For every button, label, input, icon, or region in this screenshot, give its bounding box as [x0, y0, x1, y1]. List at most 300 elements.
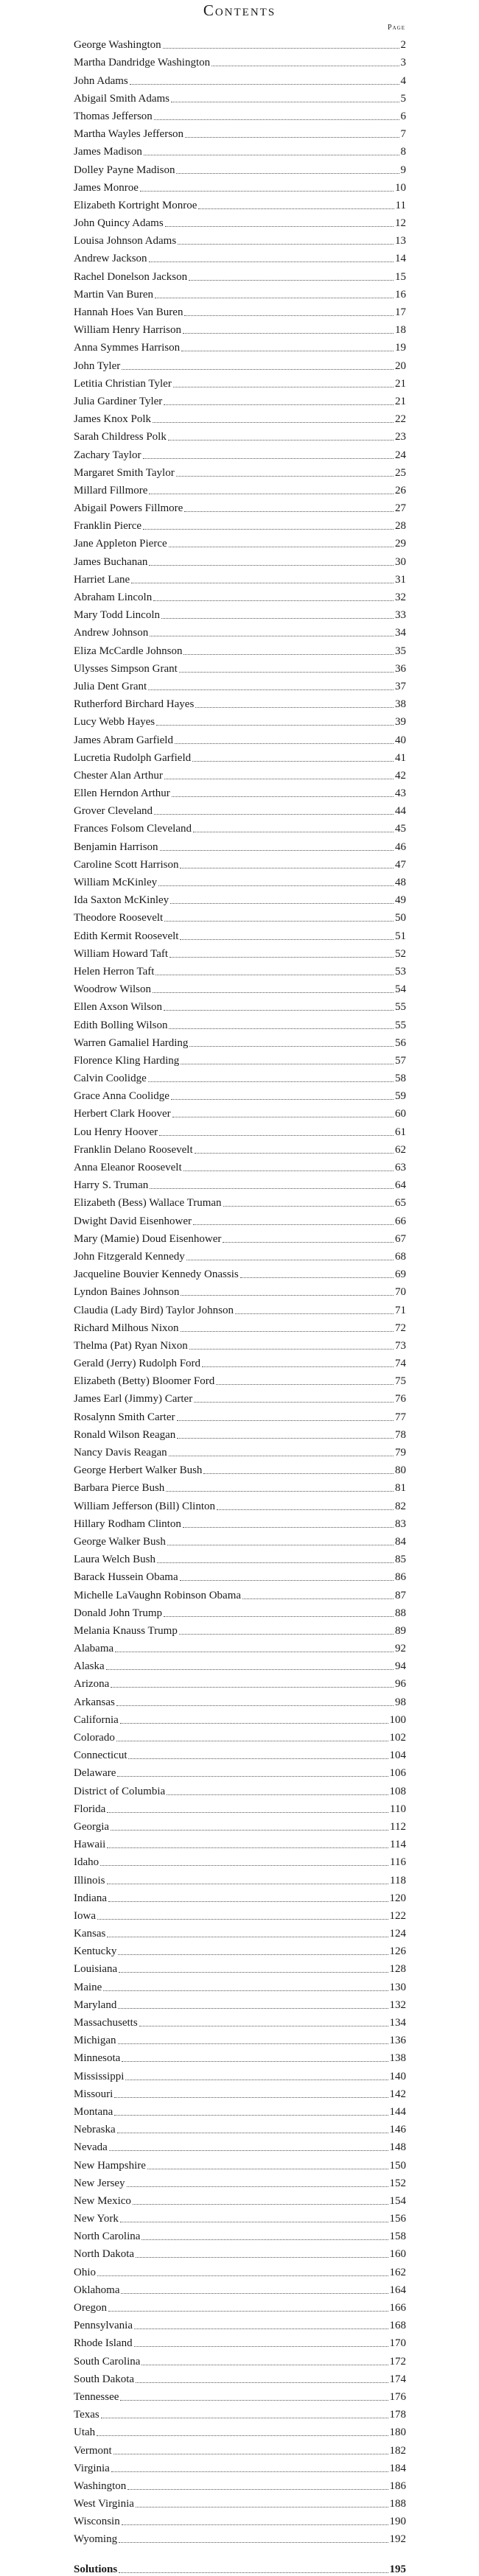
contents-entry[interactable] [74, 854, 406, 871]
entry-name: Dolley Payne Madison [74, 164, 175, 176]
contents-entry[interactable] [74, 1548, 406, 1566]
entry-page-number: 77 [395, 1411, 406, 1423]
dot-leader [153, 992, 394, 993]
dot-leader [133, 2204, 388, 2205]
contents-entry[interactable] [74, 639, 406, 657]
contents-entry[interactable] [74, 1120, 406, 1138]
contents-entry[interactable] [74, 1709, 406, 1727]
contents-entry[interactable] [74, 105, 406, 123]
dot-leader [111, 1687, 394, 1688]
entry-name: Lyndon Baines Johnson [74, 1286, 180, 1299]
entry-name: Ellen Herndon Arthur [74, 787, 170, 800]
entry-name: Rutherford Birchard Hayes [74, 698, 195, 711]
contents-entry[interactable] [74, 2012, 406, 2029]
contents-entry[interactable] [74, 52, 406, 69]
entry-name: North Dakota [74, 2248, 135, 2261]
dot-leader [148, 1081, 394, 1082]
contents-entry[interactable] [74, 1210, 406, 1227]
contents-entry[interactable] [74, 2154, 406, 2172]
entry-page-number: 37 [395, 680, 406, 692]
entry-page-number: 158 [389, 2231, 406, 2243]
dot-leader [165, 226, 394, 227]
entry-name: Solutions [74, 2563, 118, 2575]
entry-page-number: 142 [389, 2088, 406, 2100]
contents-entry[interactable] [74, 978, 406, 996]
contents-entry[interactable] [74, 1317, 406, 1335]
contents-entry[interactable] [74, 1032, 406, 1050]
contents-entry[interactable] [74, 2332, 406, 2350]
contents-entry[interactable] [74, 1477, 406, 1495]
entry-name: Louisa Johnson Adams [74, 235, 177, 248]
dot-leader [127, 2186, 388, 2187]
contents-entry[interactable] [74, 1513, 406, 1531]
entry-page-number: 49 [395, 894, 406, 907]
entry-name: Virginia [74, 2462, 110, 2474]
entry-page-number: 71 [395, 1304, 406, 1316]
entry-name: Minnesota [74, 2052, 121, 2065]
contents-entry[interactable] [74, 1174, 406, 1192]
contents-entry[interactable] [74, 1566, 406, 1584]
contents-entry[interactable] [74, 550, 406, 568]
contents-entry[interactable] [74, 1192, 406, 1210]
contents-entry[interactable] [74, 2314, 406, 2332]
contents-entry[interactable] [74, 2225, 406, 2243]
contents-entry[interactable] [74, 284, 406, 301]
contents-entry[interactable] [74, 1940, 406, 1958]
entry-page-number: 80 [395, 1464, 406, 1477]
contents-entry[interactable] [74, 2350, 406, 2368]
dot-leader [192, 761, 394, 762]
entry-page-number: 20 [395, 359, 406, 372]
contents-entry[interactable] [74, 1798, 406, 1816]
contents-entry[interactable] [74, 2190, 406, 2208]
entry-name: Claudia (Lady Bird) Taylor Johnson [74, 1304, 234, 1316]
contents-entry[interactable] [74, 426, 406, 443]
contents-entry[interactable] [74, 1833, 406, 1851]
contents-entry[interactable] [74, 818, 406, 835]
entry-name: James Madison [74, 146, 142, 158]
dot-leader [107, 1847, 388, 1848]
dot-leader [103, 1990, 388, 1991]
contents-entry[interactable] [74, 1905, 406, 1923]
entry-name: John Quincy Adams [74, 217, 164, 230]
contents-entry[interactable] [74, 390, 406, 408]
contents-entry[interactable] [74, 1424, 406, 1442]
entry-page-number: 160 [389, 2248, 406, 2261]
contents-entry[interactable] [74, 1851, 406, 1869]
contents-entry[interactable] [74, 835, 406, 853]
entry-page-number: 32 [395, 592, 406, 603]
entry-name: New Hampshire [74, 2159, 146, 2172]
contents-entry[interactable] [74, 34, 406, 52]
dot-leader [195, 707, 394, 708]
entry-name: Oregon [74, 2302, 107, 2314]
entry-name: Jacqueline Bouvier Kennedy Onassis [74, 1268, 239, 1281]
dot-leader [176, 476, 394, 477]
entry-name: Ellen Axson Wilson [74, 1001, 162, 1014]
contents-entry[interactable] [74, 1923, 406, 1940]
dot-leader [100, 1865, 388, 1866]
contents-entry[interactable] [74, 1762, 406, 1780]
entry-page-number: 33 [395, 609, 406, 622]
dot-leader [172, 796, 394, 797]
contents-entry[interactable] [74, 2279, 406, 2297]
entry-name: Helen Herron Taft [74, 965, 155, 978]
entry-page-number: 61 [395, 1126, 406, 1138]
contents-entry[interactable] [74, 2208, 406, 2225]
contents-entry[interactable] [74, 2404, 406, 2421]
contents-entry[interactable] [74, 622, 406, 639]
contents-entry[interactable] [74, 1335, 406, 1352]
entry-page-number: 55 [395, 1019, 406, 1031]
dot-leader [180, 939, 394, 940]
contents-entry[interactable] [74, 1495, 406, 1512]
contents-entry[interactable] [74, 2528, 406, 2546]
contents-entry[interactable] [74, 408, 406, 426]
entry-page-number: 156 [389, 2213, 406, 2225]
entry-name: Melania Knauss Trump [74, 1624, 178, 1637]
contents-entry[interactable] [74, 1246, 406, 1263]
entry-page-number: 114 [390, 1839, 406, 1851]
contents-entry[interactable] [74, 800, 406, 818]
entry-page-number: 31 [395, 573, 406, 586]
entry-name: Andrew Johnson [74, 627, 149, 639]
entry-page-number: 82 [395, 1500, 406, 1512]
dot-leader [143, 458, 394, 459]
entry-name: Dwight David Eisenhower [74, 1215, 192, 1227]
contents-entry[interactable] [74, 1281, 406, 1299]
contents-entry[interactable] [74, 658, 406, 675]
entry-page-number: 26 [395, 484, 406, 496]
dot-leader [183, 654, 394, 655]
contents-entry[interactable] [74, 212, 406, 230]
contents-entry[interactable] [74, 907, 406, 924]
contents-entry[interactable] [74, 2493, 406, 2510]
contents-entry[interactable] [74, 1103, 406, 1120]
entry-page-number: 112 [390, 1820, 406, 1833]
solutions-entry[interactable] [74, 2558, 406, 2575]
contents-entry[interactable] [74, 2510, 406, 2528]
entry-name: Sarah Childress Polk [74, 431, 167, 443]
entry-name: Margaret Smith Taylor [74, 466, 175, 479]
contents-entry[interactable] [74, 1584, 406, 1601]
contents-entry[interactable] [74, 1638, 406, 1655]
entry-page-number: 188 [389, 2498, 406, 2510]
contents-entry[interactable] [74, 675, 406, 693]
entry-name: Massachusetts [74, 2017, 138, 2029]
dot-leader [118, 2008, 388, 2009]
contents-entry[interactable] [74, 693, 406, 711]
contents-entry[interactable] [74, 1673, 406, 1691]
entry-name: Harry S. Truman [74, 1179, 149, 1192]
contents-entry[interactable] [74, 1157, 406, 1174]
contents-entry[interactable] [74, 2297, 406, 2314]
entry-name: John Adams [74, 74, 128, 87]
dot-leader [240, 1277, 394, 1278]
entry-page-number: 28 [395, 520, 406, 533]
dot-leader [114, 2097, 388, 2098]
entry-name: Michelle LaVaughn Robinson Obama [74, 1589, 242, 1601]
contents-entry[interactable] [74, 1620, 406, 1638]
dot-leader [156, 725, 394, 726]
entry-page-number: 174 [389, 2373, 406, 2385]
entry-page-number: 88 [395, 1607, 406, 1619]
contents-entry[interactable] [74, 1085, 406, 1103]
entry-page-number: 102 [389, 1732, 406, 1744]
contents-entry[interactable] [74, 1139, 406, 1157]
entry-page-number: 59 [395, 1090, 406, 1103]
dot-leader [136, 2382, 388, 2383]
contents-entry[interactable] [74, 123, 406, 141]
contents-entry[interactable] [74, 1887, 406, 1905]
contents-entry[interactable] [74, 782, 406, 800]
entry-name: Florida [74, 1803, 106, 1815]
contents-entry[interactable] [74, 2047, 406, 2065]
contents-entry[interactable] [74, 354, 406, 372]
contents-entry[interactable] [74, 2475, 406, 2493]
entry-page-number: 126 [389, 1945, 406, 1958]
dot-leader [198, 208, 394, 209]
dot-leader [193, 1224, 394, 1225]
dot-leader [122, 2524, 388, 2525]
contents-entry[interactable] [74, 2421, 406, 2439]
contents-entry[interactable] [74, 2457, 406, 2475]
contents-entry[interactable] [74, 319, 406, 337]
contents-entry[interactable] [74, 1994, 406, 2012]
dot-leader [164, 404, 394, 405]
entry-page-number: 168 [389, 2320, 406, 2332]
contents-entry[interactable] [74, 2368, 406, 2386]
dot-leader [164, 1010, 394, 1011]
contents-entry[interactable] [74, 1405, 406, 1423]
contents-entry[interactable] [74, 943, 406, 961]
contents-entry[interactable] [74, 443, 406, 461]
entry-page-number: 18 [395, 324, 406, 337]
contents-entry[interactable] [74, 1263, 406, 1281]
contents-entry[interactable] [74, 765, 406, 782]
contents-entry[interactable] [74, 497, 406, 515]
contents-entry[interactable] [74, 177, 406, 194]
contents-entry[interactable] [74, 1442, 406, 1459]
contents-entry[interactable] [74, 1780, 406, 1797]
entry-name: Wyoming [74, 2533, 118, 2546]
entry-page-number: 42 [395, 769, 406, 782]
dot-leader [185, 137, 399, 138]
contents-entry[interactable] [74, 1869, 406, 1887]
entry-name: Colorado [74, 1732, 115, 1744]
contents-entry[interactable] [74, 2029, 406, 2047]
dot-leader [97, 1919, 388, 1920]
entry-name: South Dakota [74, 2373, 135, 2385]
entry-name: Wisconsin [74, 2516, 120, 2528]
contents-entry[interactable] [74, 194, 406, 212]
dot-leader [175, 743, 394, 744]
contents-entry[interactable] [74, 1370, 406, 1388]
contents-entry[interactable] [74, 586, 406, 604]
contents-entry[interactable] [74, 729, 406, 746]
entry-page-number: 22 [395, 413, 406, 426]
contents-entry[interactable] [74, 1602, 406, 1620]
dot-leader [141, 2239, 388, 2240]
entry-name: Louisiana [74, 1963, 118, 1976]
entry-name: Georgia [74, 1820, 110, 1833]
entry-page-number: 138 [389, 2052, 406, 2065]
entry-page-number: 195 [389, 2563, 406, 2575]
entry-page-number: 67 [395, 1232, 406, 1245]
contents-entry[interactable] [74, 1388, 406, 1405]
entry-name: Abigail Powers Fillmore [74, 502, 183, 515]
entry-page-number: 166 [389, 2302, 406, 2314]
contents-entry[interactable] [74, 2083, 406, 2101]
contents-entry[interactable] [74, 604, 406, 622]
entry-name: William Henry Harrison [74, 324, 182, 337]
contents-entry[interactable] [74, 1655, 406, 1673]
contents-entry[interactable] [74, 2172, 406, 2190]
dot-leader [118, 2043, 388, 2044]
entry-page-number: 190 [389, 2516, 406, 2528]
contents-entry[interactable] [74, 1352, 406, 1370]
entry-name: Edith Kermit Roosevelt [74, 930, 179, 942]
entry-name: Richard Milhous Nixon [74, 1322, 179, 1334]
dot-leader [202, 1366, 394, 1367]
page-column-label: Page [388, 24, 405, 32]
dot-leader [170, 903, 394, 904]
entry-name: Ohio [74, 2266, 96, 2278]
dot-leader [130, 84, 399, 85]
entry-name: Connecticut [74, 1749, 127, 1762]
contents-entry[interactable] [74, 2243, 406, 2261]
dot-leader [109, 2150, 388, 2151]
contents-entry[interactable] [74, 1014, 406, 1031]
contents-entry[interactable] [74, 569, 406, 586]
contents-entry[interactable] [74, 1691, 406, 1708]
contents-entry[interactable] [74, 1299, 406, 1316]
entry-page-number: 186 [389, 2480, 406, 2492]
contents-entry[interactable] [74, 1067, 406, 1085]
contents-entry[interactable] [74, 462, 406, 480]
entry-page-number: 122 [389, 1909, 406, 1922]
dot-leader [153, 600, 394, 601]
entry-name: Benjamin Harrison [74, 840, 158, 853]
contents-entry[interactable] [74, 533, 406, 550]
contents-entry[interactable] [74, 373, 406, 390]
contents-entry[interactable] [74, 2065, 406, 2082]
contents-entry[interactable] [74, 301, 406, 319]
entry-page-number: 180 [389, 2426, 406, 2439]
entry-page-number: 57 [395, 1054, 406, 1067]
contents-entry[interactable] [74, 230, 406, 248]
entry-name: Franklin Delano Roosevelt [74, 1143, 193, 1156]
entry-name: Arizona [74, 1678, 110, 1691]
contents-entry[interactable] [74, 871, 406, 889]
entry-page-number: 15 [395, 270, 406, 283]
contents-entry[interactable] [74, 141, 406, 158]
entry-name: Chester Alan Arthur [74, 769, 163, 782]
entry-page-number: 5 [400, 92, 406, 105]
entry-page-number: 10 [395, 181, 406, 194]
entry-page-number: 76 [395, 1393, 406, 1405]
contents-entry[interactable] [74, 1531, 406, 1548]
contents-entry[interactable] [74, 2101, 406, 2119]
dot-leader [120, 1723, 388, 1724]
entry-name: Julia Gardiner Tyler [74, 395, 163, 407]
contents-entry[interactable] [74, 88, 406, 105]
dot-leader [181, 1331, 394, 1332]
entry-name: District of Columbia [74, 1785, 166, 1797]
contents-entry[interactable] [74, 1228, 406, 1246]
contents-entry[interactable] [74, 924, 406, 942]
entry-name: Ronald Wilson Reagan [74, 1428, 176, 1441]
entry-page-number: 8 [400, 146, 406, 158]
entry-name: New Jersey [74, 2177, 125, 2189]
dot-leader [120, 2400, 388, 2401]
entry-name: James Earl (Jimmy) Carter [74, 1393, 193, 1405]
contents-entry[interactable] [74, 961, 406, 978]
dot-leader [160, 850, 394, 851]
entry-page-number: 9 [400, 164, 406, 176]
entry-name: Lucretia Rudolph Garfield [74, 751, 192, 764]
contents-entry[interactable] [74, 2386, 406, 2404]
entry-page-number: 3 [400, 57, 406, 69]
contents-entry[interactable] [74, 1050, 406, 1067]
contents-entry[interactable] [74, 1459, 406, 1477]
contents-entry[interactable] [74, 1816, 406, 1833]
contents-entry[interactable] [74, 747, 406, 765]
entry-name: Nebraska [74, 2124, 116, 2136]
entry-name: Utah [74, 2426, 96, 2439]
contents-entry[interactable] [74, 265, 406, 283]
dot-leader [122, 2061, 388, 2062]
entry-name: Hawaii [74, 1839, 106, 1851]
contents-entry[interactable] [74, 515, 406, 533]
contents-entry[interactable] [74, 1744, 406, 1762]
dot-leader [235, 1313, 394, 1314]
contents-entry[interactable] [74, 2119, 406, 2136]
contents-entry[interactable] [74, 889, 406, 907]
entry-page-number: 35 [395, 645, 406, 657]
entry-page-number: 11 [395, 199, 406, 211]
entry-name: James Monroe [74, 181, 139, 194]
entry-name: Edith Bolling Wilson [74, 1019, 168, 1031]
dot-leader [176, 173, 399, 174]
dot-leader [184, 511, 394, 512]
contents-entry[interactable] [74, 1958, 406, 1976]
contents-entry[interactable] [74, 2136, 406, 2154]
entry-page-number: 144 [389, 2105, 406, 2118]
entry-name: Missouri [74, 2088, 113, 2100]
entry-name: Anna Eleanor Roosevelt [74, 1162, 182, 1173]
entry-name: Rosalynn Smith Carter [74, 1411, 175, 1423]
contents-entry[interactable] [74, 69, 406, 87]
contents-entry[interactable] [74, 480, 406, 497]
contents-entry[interactable] [74, 711, 406, 729]
contents-entry[interactable] [74, 1727, 406, 1744]
contents-entry[interactable] [74, 248, 406, 265]
entry-page-number: 21 [395, 395, 406, 407]
entry-page-number: 184 [389, 2462, 406, 2474]
contents-entry[interactable] [74, 337, 406, 354]
entry-page-number: 74 [395, 1358, 406, 1370]
entry-name: Zachary Taylor [74, 449, 141, 461]
entry-name: Ida Saxton McKinley [74, 894, 169, 907]
contents-entry[interactable] [74, 2261, 406, 2278]
contents-entry[interactable] [74, 2439, 406, 2457]
contents-entry[interactable] [74, 1976, 406, 1993]
contents-entry[interactable] [74, 996, 406, 1014]
contents-entry[interactable] [74, 158, 406, 176]
entry-name: Calvin Coolidge [74, 1073, 147, 1085]
entry-page-number: 47 [395, 858, 406, 871]
